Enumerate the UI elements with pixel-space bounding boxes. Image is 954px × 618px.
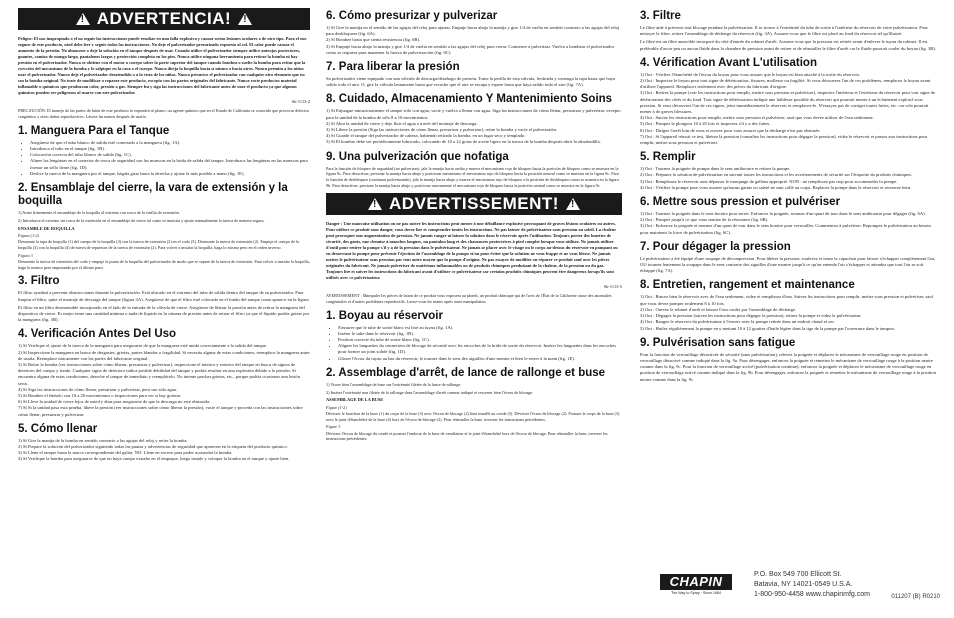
- section-title: 5. Cómo llenar: [18, 422, 98, 435]
- subheading: ASSEMBLAGE DE LA BUSE: [326, 397, 384, 403]
- step-line: 5) Oui : Pompez le plongeur 10 à 20 fois et inspectez s'il y a des fuites.: [640, 121, 771, 127]
- step-line: 7) Sí Si la unidad pasa esta prueba, libere la presión (ver instrucciones sobre cómo liberar la presión), vacíe el tanque y proceda con las instrucciones sobre cómo llenar, presurizar y pulverizar.: [18, 405, 303, 417]
- paragraph: Desmonte la tuerca de extensión del codo y empuje la punta de la boquilla del pulverizador de modo que se separe de la tuerca de extensión. Para volver a instalar la boquilla, haga lo mismo pero empezando por el último paso.: [18, 258, 310, 270]
- paragraph: Le pulvérisateur a été équipé d'une soupape de décompression. Pour libérer la pression, soulevez et tenez la capuchon pour laisser s'échapper complètement l'air, OU tournez lentement la soupape dans le sens contraire des aiguilles d'une montre jusqu'à ce qu'on entende l'air s'échapper et attendez que tout l'air se soit échappé (fig. 7A).: [640, 255, 936, 274]
- figure-ref: Figura 3: [18, 252, 33, 258]
- column-spanish-french: [326, 8, 622, 614]
- step-line: 4) Oui : Rangez le réservoir du pulvérisateur à l'envers avec la pompe retirée dans un endroit chaud et sec.: [640, 319, 836, 325]
- paragraph: Su pulverizador viene equipado con una válvula de descarga/desahogo de presión. Tome la perilla de esta válvula, levántela y sostenga la tapa hasta que haya salido todo el aire. O, gire la válvula lentamente hasta que escuche que el aire se escapa y espere hasta que haya salido todo el aire (fig. 7A).: [326, 76, 616, 88]
- step-line: 4) Sí Guarde el tanque del pulverizador de cabeza, habiendo retirado la bomba, en un lugar seco y templado.: [326, 133, 526, 139]
- warning-triangle-icon: [566, 198, 580, 210]
- list-item: • Glisser l'écrou du tuyau au bas du réservoir, le tourner dans le sens des aiguilles d'une montre et bien le serrer à la main (fig. 1E).: [338, 356, 622, 362]
- paragraph: 2) Introduzca el extremo sin rosca de la extensión en el ensamblaje de cierre tal como se muestra y ajuste manualmente la tuerca de manera segura.: [18, 217, 265, 223]
- figure-ref: Figura (1-2): [18, 232, 40, 238]
- section-title: 6. Mettre sous pression et pulvériser: [640, 196, 841, 209]
- paragraph: Para la función de bloqueo de seguridad (no pulverizar), jale la manija hacia arriba y mueva el mecanismo rojo de bloqueo hacia la posición de bloqueo como se muestra en la figura 9c. Para desactivar, presione la manija hacia abajo y posicione mecanismo el mecanismo rojo de bloqueo hacia la posición neutral como se muestra en la figura 9c. Para la función de desbloqueo (continuar pulverizando), jale la manija hacia abajo y mueva el mecanismo rojo de bloqueo a la posición de desbloqueo como se muestra en la figura 9b. Para desactivar, presione la manija hacia abajo y posicione nuevamente el mecanismo rojo de bloqueo hacia la posición neutral como se muestra en la figura 9c.: [326, 165, 619, 189]
- warning-triangle-icon: [238, 13, 252, 25]
- list-item: • S'assurer que le tube de sortie blanc est fixé au tuyau (fig. 1A).: [338, 325, 622, 331]
- list-item: • Colocación correcta del tubo blanco de salida (fig. 1C).: [30, 152, 310, 158]
- section-title: 3. Filtro: [18, 275, 60, 288]
- section-title: 2. Assemblage d'arrêt, de lance de rallonge et buse: [326, 366, 606, 379]
- warning-triangle-icon: [368, 198, 382, 210]
- paragraph: 1) Visser bien l'assemblage de buse sur l'extrémité filetée de la lance de rallonge.: [326, 381, 462, 387]
- footer: [660, 566, 940, 612]
- step-line: 3) Oui : Dégagez la pression (suivez les instructions pour dégager la pression), retirez la pompe et videz le pulvérisateur.: [640, 313, 862, 319]
- step-line: 3) Sí Libere la presión (Siga las instrucciones de cómo llenar, presurizar y pulverizar), retire la bomba y vacíe el pulverizador.: [326, 127, 558, 133]
- figure-ref: Figure 3: [326, 424, 341, 430]
- caution-text: PRECAUCIÓN: El manejo de las partes de latón de este producto lo expondrá al plomo, un agente químico que en el Estado de California se conocido que provocar defectos congénitos y otros daños reproductivos. Lávese las manos después de usarlo.: [18, 108, 310, 119]
- section-title: 8. Entretien, rangement et maintenance: [640, 279, 855, 292]
- list-item: • Insérer le tube dans le réservoir (fig. 1B).: [338, 331, 622, 337]
- step-line: 4) Oui : Suivez les instructions pour remplir, mettre sous pression et pulvériser, sauf que vous devez utiliser de l'eau seulement.: [640, 115, 874, 121]
- section-title: 1. Manguera Para el Tanque: [18, 124, 170, 137]
- step-line: 2) Sí Bombee hasta que sienta resistencia (fig. 6B).: [326, 37, 421, 43]
- paragraph: Dévisser l'écrou de blocage du coude et pousser l'embout de la buse de ventilateur et le joint d'étanchéité hors de l'écrou de blocage. Pour réinstaller la buse, inverser les instructions précédentes.: [326, 430, 608, 442]
- column-french-2: [640, 8, 938, 560]
- paragraph: El filtro en un filtro desmontable incorporado en el lado de la entrada de la válvula de cierre. Asegúrese de liberar la presión antes de retirar la manguera del dispositivo de cierre. Es mejor tener una cantidad mínima o nada de líquido en la cámara de presión antes de retirar el filtro ya que el líquido podría gotear por la manguera (fig. 3B).: [18, 304, 310, 323]
- step-line: 1) Oui : Rincez bien le réservoir avec de l'eau seulement, videz et remplissez d'eau. Suivez les instructions pour remplir, mettre sous pression et pulvériser, sauf que vous devez pomper seulement 8 à 10 fois.: [640, 294, 934, 306]
- step-line: 7) Oui : Si l'appareil réussit ce test, libérez la pression (consultez les instructions pour dégager la pression), videz le réservoir et passez aux instructions pour remplir, mettre sous pression et pulvériser.: [640, 133, 928, 146]
- section-list: [326, 325, 622, 362]
- step-line: 4) Oui : Vérifiez la pompe pour vous assurer qu'aucun garnis ou saleté ne sont collé au corps. Replacez la pompe dans le réservoir et resserrez bien.: [640, 184, 912, 190]
- section-title: 2. Ensamblaje del cierre, la vara de extensión y la boquilla: [18, 182, 288, 208]
- section-title: 7. Pour dégager la pression: [640, 240, 791, 253]
- step-line: 1) Oui : Vérifiez l'étanchéité de l'écrou du boyau pour vous assurer que le boyau est bien attaché à la sortie du réservoir.: [640, 71, 861, 77]
- address-line: Batavia, NY 14021-0549 U.S.A.: [754, 581, 853, 588]
- list-item: • Introduzca el tubo en el tanque (fig. 1B).: [30, 146, 310, 152]
- section-title: 4. Verificación Antes Del Uso: [18, 328, 177, 341]
- step-line: 5) Sí El hombre debe ser periódicamente lubricado, colocando de 10 a 12 gotas de aceite ligero en la tuerca de la bomba después abrir la almohadilla.: [326, 139, 601, 145]
- step-line: 3) Sí Llene el tanque hasta la marca correspondiente del galón. NO: Llene en exceso para poder acomodar la bomba.: [18, 450, 233, 456]
- step-line: 1) Sí Gire la manija de la bomba en sentido contrario a las agujas del reloj y retire la bomba.: [18, 437, 188, 443]
- step-line: 2) Oui : Pompez jusqu'à ce que vous sentiez de la résistance (fig. 6B).: [640, 217, 769, 223]
- paragraph: 1) Arme firmemente el ensamblaje de la boquilla al extremo con rosca de la varilla de extensión.: [18, 210, 180, 216]
- section-title: 6. Cómo presurizar y pulverizar: [326, 10, 498, 22]
- caution-text: AVERTISSEMENT : Manipuler les pièces de laiton de ce produit vous exposera au plomb, un produit chimique qui de l'avis de l'État de la Californie cause des anomalies congénitales et d'autres problèmes reproductifs. Lavez-vous les mains après toute manipulation.: [326, 293, 612, 304]
- step-line: 4) Sí Siga las instrucciones de cómo llenar, presurizar y pulverizar, pero use sólo agua.: [18, 386, 178, 392]
- section-title: 5. Remplir: [640, 151, 696, 164]
- section-list: [18, 140, 310, 177]
- paragraph: El filtro ayudará a prevenir obstrucciones durante la pulverización. Está ubicado en el extremo del tubo de salida dentro del tanque de su pulverizador. Para limpiar el filtro, quite el montaje de descarga del tanque (figura 3A). Asegúrese de que el filtro esté colocado en el fondo del tanque como aparece en la figura.: [18, 290, 310, 302]
- paragraph: Le filtre aide à prévenir tout blocage pendant la pulvérisation. Il se trouve à l'extrémité du tube de sortie à l'intérieur du réservoir de votre pulvérisateur. Pour nettoyer le filtre, retirez l'assemblage de décharge du réservoir (fig. 3A). Assurez-vous que le filtre est placé au fond du réservoir tel qu'illustré.: [640, 25, 928, 37]
- step-line: 2) Oui : Préparez la solution de pulvérisation en suivant toutes les instructions et les avertissements de sécurité sur l'étiquette du produits chimiques.: [640, 172, 913, 178]
- list-item: • Deslice la tuerca de la manguera por el tanque, hágala girar hasta la derecha y ajuste la más posible a mano (fig. 1E).: [30, 171, 310, 177]
- banner-title: ADVERTISSEMENT!: [389, 193, 559, 213]
- step-line: 5) Sí Bombee el émbolo con 10 a 20 movimientos o impacciones para ver si hay goteras.: [18, 393, 182, 399]
- section-title: 3. Filtre: [640, 10, 681, 22]
- step-line: 6) Oui : Dirigez l'arrêt loin de vous et ouvrez pour vous assurer que la décharge n'est pas obstruée.: [640, 127, 821, 133]
- step-line: 2) Oui : Ouvrez le robinet d'arrêt et laissez l'eau couler par l'assemblage de décharge.: [640, 306, 797, 312]
- list-item: • Asegúrese de que el tubo blanco de salida esté conectado a la manguera (fig. 1A).: [30, 140, 310, 146]
- list-item: • Alinee las lengüetas en el conector de rosca de seguridad con las muescas en la brida de salida del tanque. Introduzca las lengüetas en las muescas para formar un sello firme (fig. 1D).: [30, 158, 310, 170]
- step-line: 1) Oui : Tournez la poignée de pompe dans le sens antihoraire et retirez la pompe.: [640, 166, 791, 172]
- step-line: 3) Sí Empuje hacia abajo la manija y gire 1/4 de vuelta en sentido a las agujas del reloj para cerrar. Comience a pulverizar. Vuelva a bombear el pulverizador como se requiera para mantener la fuerza de pulverización (fig. 6C).: [326, 43, 615, 55]
- section-title: 9. Pulvérisation sans fatigue: [640, 336, 796, 349]
- list-item: • Position correcte du tube de sortie blanc (fig. 1C).: [338, 337, 622, 343]
- step-line: 3) Oui : Retirez la pompe (voir les instructions pour remplir, mettre sous pression et pulvériser), inspectez l'intérieur et l'extérieur du réservoir pour voir signe de détérioration des côtés et du fond. Tout signe de détérioration indique une faiblesse possible du réservoir qui pourrait mener à un éclatement explosif sous pression. Si vous découvrez l'un de ces signes, jetez immédiatement le réservoir et remplacez-le. N'essayez pas de corriger toutes fuites, etc. car cela pourrait mener à de graves blessures.: [640, 90, 936, 115]
- step-line: 3) Sí Retire la bomba (ver instrucciones sobre cómo liberar, presurizar y pulverizar), inspeccione el interior y exterior del tanque en busca de signos de deterioro del cuerpo y fondo. Cualquier signo de deterioro indica posible debilidad del tanque y podría resultar en una explosión debido a la presión. Si encuentra alguna de estas condiciones, deseche el tanque de inmediato y reemplácelo. No intente parchar grietas, etc., porque podría ocasionar una lesión seria.: [18, 362, 300, 386]
- section-title: 1. Boyau au réservoir: [326, 309, 443, 322]
- step-line: 1) Sí Enjuague minuciosamente el tanque sólo con agua, vacíe y vuelva a llenar con agua. Siga las instrucciones de cómo llenar, presurizar y pulverizar, excepto para la unidad de la bomba de sólo 8 a 10 movimientos.: [326, 108, 621, 120]
- paragraph: Le filtre est un filtre amovible incorporé du côté d'entrée du robinet d'arrêt. Assurez-vous que la pression est retirée avant d'enlever le tuyau du robinet. Il est préférable d'avoir peu ou aucun fluide dans la chambre de pression avant de retirer et de réinstaller le filtre d'arrêt car le fluide pourrait couler du boyau (fig. 3B).: [640, 39, 937, 51]
- warning-banner-es: [18, 8, 310, 30]
- subheading: ENSAMBLE DE BOQUILLA: [18, 225, 75, 231]
- step-line: 4) Sí Verifique la bomba para asegurarse de que no haya cuerpo extraño en el empaque, luego instale y coloque la bomba en el tanque y ajuste bien.: [18, 456, 290, 462]
- document-code: 011207 (B) R0210: [891, 594, 940, 600]
- warning-code: Sk-1113-5: [603, 283, 622, 289]
- warning-banner-fr: [326, 193, 622, 215]
- paragraph: 2) Insérer l'extrémité non filetée de la rallonge dans l'assemblage d'arrêt comme indiqué et resserrer bien l'écrou de blocage.: [326, 389, 534, 395]
- address-line: P.O. Box 549 700 Ellicott St.: [754, 571, 842, 578]
- section-title: 8. Cuidado, Almacenamiento Y Mantenimiento Soins: [326, 93, 613, 106]
- step-line: 1) Sí Verifique el ajuste de la tuerca de la manguera para asegurarse de que la manguera esté unida correctamente a la salida del tanque.: [18, 343, 268, 349]
- paragraph: Dévisser le bouchon de la buse (1) du corps de la buse (3) avec l'écrou de blocage (2) bien installé au coude (5). Dévisser l'écrou de blocage (2). Pousser le corps de la buse (3) avec le joint d'étanchéité de la buse (4) hors de l'écrou de blocage (2). Pour réinstaller la buse, inverser les instructions précédentes.: [326, 410, 620, 422]
- brand-name: CHAPIN: [660, 574, 732, 590]
- banner-title: ADVERTENCIA!: [96, 9, 232, 28]
- step-line: 6) Sí Lleve la unidad de cierre lejos de usted y abra para asegurarse de que la descarga no esté obstruida.: [18, 399, 211, 405]
- list-item: • Aligner les languettes du connecteur de blocage de sécurité avec les encoches de la bride de sortie du réservoir. Insérer les languettes dans les encoches pour former un joint solide (fig. 1D).: [338, 343, 622, 355]
- step-line: 3) Oui : Enfoncez la poignée et tournez d'un quart de tour dans le sens horaire pour verrouiller. Commencez à pulvériser. Repompez le pulvérisateur au besoin pour maintenir la force de pulvérisation (fig. 6C).: [640, 223, 931, 235]
- brand-logo: [660, 568, 732, 604]
- step-line: 2) Sí Prepare la solución del pulverizador siguiendo todas las pautas y advertencias de seguridad que aparecen en la etiqueta del producto químico.: [18, 444, 288, 450]
- brand-tagline: The Way to Spray · Since 1884: [671, 591, 721, 595]
- step-line: 2) Sí Inspeccione la manguera en busca de desgastes, grietas, partes blandas o fragilidad. Si necesita alguna de estas condiciones, reemplace la manguera antes de usarla. Reemplace únicamente con las partes del fabricante original.: [18, 349, 310, 361]
- warning-text: Peligro: El uso inapropiado o el no seguir las instrucciones puede resultar en una falla explosiva y causar serias lesiones oculares o de otro tipo. Para el uso seguro de este producto, uted debe leer y seguir todas las instrucciones. No deje el pulverizador presurizado expuesto al sol. El calor puede causar el aumento de la presión. No almacene o deje la solución en el tanque después de usar. Cuando utilice el pulverizador siempre utilice anteojos protectores, guantes, camisa de manga larga, pantalones largos y protección completa en los pies. Nunca utilice ninguna herramienta para retirar la bomba ni hay presión en el pulverizador. Nunca se obtiene con el motor o cuerpo sobre la parte superior del tanque cuando bombea o suelte la bomba para evitar que la eyección del mecanismo de la bomba y lo salpique en la cara o el cuerpo. Nunca dirija la boquilla hacia sí mismo o hacia otros. Nunca permita a los niños usar el pulverizador. Nunca deje el pulverizador desatendido o a la vista de los niños. Nunca presurice el pulverizador con cualquier otro elemento que no sea la bomba original. No trate de modificar o reparar este producto, excepto con las partes originales del fabricante. Nunca rocíe productos material inflamable o químicos que produzcan calor, presión o gas. Siempre lea y siga las instrucciones del fabricante antes de usar el producto ya que algunos químicos pueden ser peligrosos al usarse con este pulverizador.: [18, 36, 307, 95]
- contact-line: 1-800-950-4458 www.chapinmfg.com: [754, 591, 870, 598]
- step-line: 2) Oui : Inspectez le boyau pour tout signe de détérioration, fissures, mollesse ou fragilité. Si vous découvrez l'un de ces problèmes, remplacez le boyau avant d'utiliser l'appareil. Remplacer seulement avec des pièces du fabricant d'origine.: [640, 78, 931, 90]
- step-line: 1) Sí Gire la manija en el sentido de las agujas del reloj para ajustar. Empuje hacia abajo la manija y gire 1/4 de vuelta en sentido contrario a las agujas del reloj para desbloquear (fig. 6A).: [326, 25, 620, 37]
- step-line: 2) Sí Abra la unidad de cierre y deje fluir el agua a través del montaje de descarga.: [326, 120, 478, 126]
- column-spanish-1: [18, 8, 310, 614]
- paragraph: Desmonte la tapa de boquilla (1) del cuerpo de la boquilla (3) con la tuerca de extensión (2) en el codo (5). Desmonte la tuerca de extensión (2). Empuje el cuerpo de la boquilla (3) con la boquilla (4) de nueva de repuestos de la tuerca de extensión (2). Para volver a instalar la boquilla, haga lo mismo pero en el orden inverso.: [18, 239, 299, 250]
- warning-triangle-icon: [76, 13, 90, 25]
- paragraph: Pour la fonction de verrouillage désactivée de sécurité (sans pulvérisation), relevez la poignée et déplacez le mécanisme de verrouillage rouge en position de verrouillage désactivé comme indiqué dans la fig. 9a. Pour désengager, enfoncez la poignée et remettez le mécanisme de verrouillage rouge à la position neutre comme dans la fig. 9c. Pour la fonction de verrouillage activé (pulvérisation continue), enfoncez la poignée et déplacez le mécanisme de verrouillage rouge en position de verrouillage activé comme indiqué dans la fig. 9b. Pour désengager, enfoncez la poignée et remettez le mécanisme de verrouillage rouge à la position neutre comme dans la fig. 9c.: [640, 351, 936, 382]
- section-title: 7. Para liberar la presión: [326, 61, 460, 74]
- section-title: 9. Una pulverización que nofatiga: [326, 150, 509, 163]
- address-block: [754, 570, 870, 600]
- step-line: 5) Oui : Huilez régulièrement la pompe en y mettant 10 à 12 gouttes d'huile légère dans la tige de la pompe par l'ouverture dans le tampon.: [640, 325, 895, 331]
- step-line: 1) Oui : Tournez la poignée dans le sens horaire pour serrer. Enfoncez la poignée, tournez d'un quart de tour dans le sens antihoraire pour dégager (fig. 6A).: [640, 211, 926, 217]
- warning-text: Danger : Une mauvaise utilisation ou ne pas suivre les instructions peut mener à une défaillance explosive provoquant de graves lésions oculaires ou autres. Pour utiliser ce produit sans danger, vous devez lire et comprendre toutes les instructions. Ne pas laisser de pulvérisateur sous pression au soleil. La chaleur peut provoquer une augmentation de pression. Ne jamais ranger ni laisser la solution dans le réservoir après l'utilisation. Toujours porter des lunettes de sécurité, des gants, une chemise à manches longues, un pantalon long et des chaussures protectrices à pied complet lorsque vous utilisez. Ne jamais utiliser d'outil pour retirer la pompe s'il y a de la pression dans le pulvérisateur. Ne jamais se placer avec le visage ou le corps au-dessus du réservoir en pompant ou en desserrant la pompe pour prévenir l'éjection de l'assemblage de la pompe et/ou pour éviter que la solution ne vous frappe et ne vous blesse. Ne jamais mettre le pulvérisateur sous pression par tout autre moyen que la pompe d'origine. Ne pas essayer de modifier ou réparer ce produit sauf avec les pièces originales du fabricant. Ne jamais pulvériser de matériaux inflammables ou de produits chimiques produisant de la chaleur, de la pression ou du gaz. Toujours lire et suivre les instructions du fabricant avant d'utiliser ce pulvérisateur car certains produits chimiques peuvent être dangereux lorsqu'ils sont utilisés avec ce pulvérisateur.: [326, 220, 618, 280]
- step-line: 3) Oui : Remplissez le réservoir sans dépasser le marquage de gallons approprié. NON : ne remplissez pas trop pour accommoder la pompe.: [640, 178, 898, 184]
- warning-code: Sk-1113-2: [291, 99, 310, 104]
- figure-ref: Figure (1-2): [326, 404, 347, 410]
- section-title: 4. Vérification Avant L'utilisation: [640, 56, 817, 69]
